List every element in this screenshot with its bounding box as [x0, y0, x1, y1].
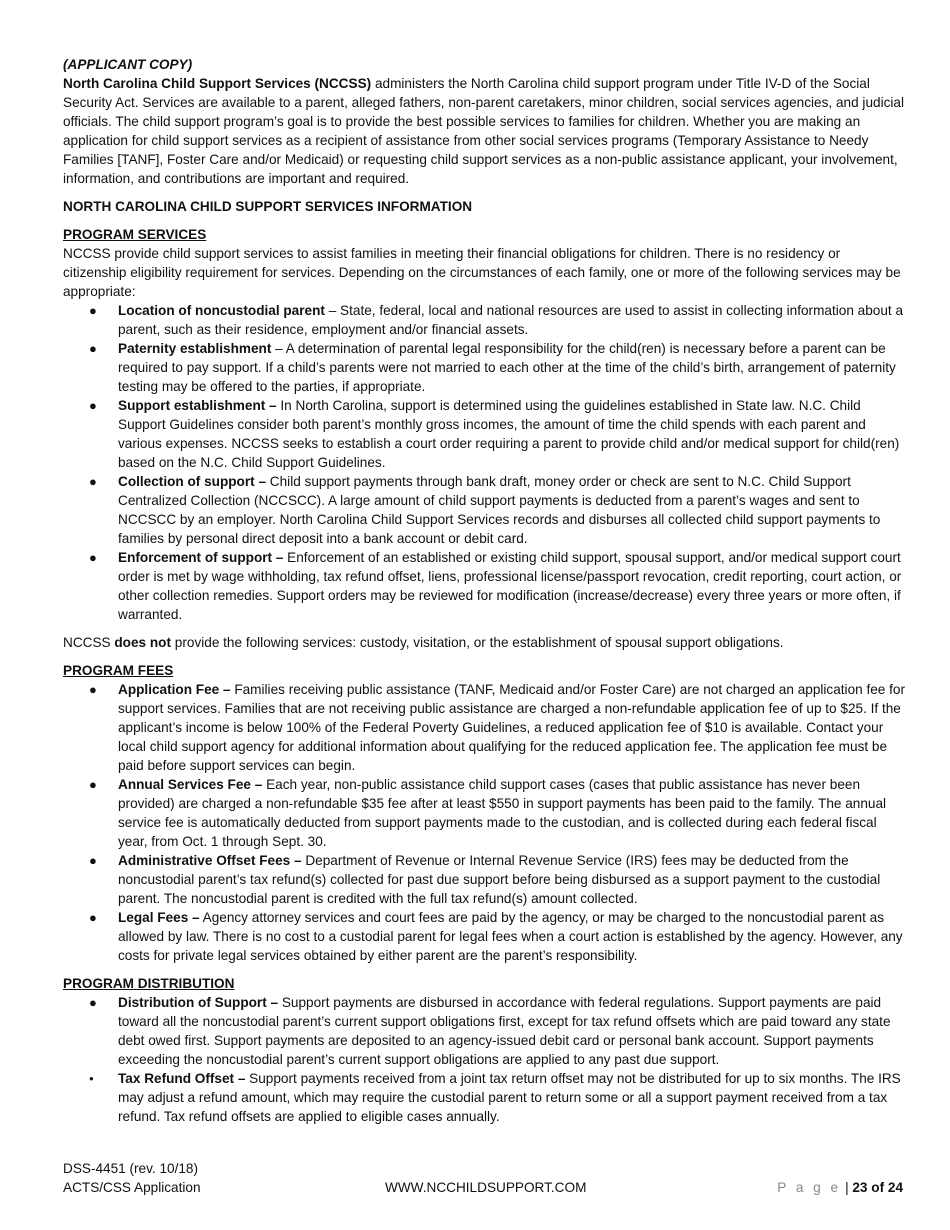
item-text: Agency attorney services and court fees are paid by the agency, or may be charged to the noncustodial parent as allowed by law. There is no cost to a custodial parent for legal fees when a court action is established by the agency. However, any costs for private legal services obtained by either parent are the parent’s responsibility.	[118, 910, 903, 963]
page-footer	[63, 1159, 905, 1197]
item-title: Support establishment –	[118, 398, 277, 413]
item-title: Location of noncustodial parent	[118, 303, 325, 318]
item-title: Annual Services Fee –	[118, 777, 263, 792]
item-text: Support payments received from a joint tax return offset may not be distributed for up to six months. The IRS may adjust a refund amount, which may require the custodial parent to return some or all a support payment received from a tax refund. Tax refund offsets are applied to eligible cases annually.	[118, 1071, 901, 1124]
bullet-icon: ●	[89, 995, 97, 1010]
bullet-icon: ●	[89, 398, 97, 413]
bullet-icon: ●	[89, 474, 97, 489]
item-title: Distribution of Support –	[118, 995, 279, 1010]
website-url: WWW.NCCHILDSUPPORT.COM	[385, 1180, 587, 1195]
bullet-icon: ●	[89, 910, 97, 925]
item-title: Legal Fees –	[118, 910, 200, 925]
item-title: Tax Refund Offset –	[118, 1071, 246, 1086]
item-title: Collection of support –	[118, 474, 267, 489]
info-heading: NORTH CAROLINA CHILD SUPPORT SERVICES INFORMATION	[63, 199, 473, 214]
bullet-icon: ●	[89, 341, 97, 356]
item-title: Enforcement of support –	[118, 550, 284, 565]
page-number: 23 of 24	[852, 1180, 903, 1195]
item-title: Administrative Offset Fees –	[118, 853, 302, 868]
list-item	[63, 680, 905, 775]
intro-text: administers the North Carolina child support program under Title IV-D of the Social Security Act. Services are available to a parent, alleged fathers, non-parent caretakers, minor children, social services agencies, and judicial officials. The child support program’s goal is to provide the best possible services to families for children. Whether you are making an application for child support services as a recipient of assistance from other social services programs (Temporary Assistance to Needy Families [TANF], Foster Care and/or Medicaid) or requesting child support services as a non-public assistance applicant, your involvement, information, and contributions are important and required.	[63, 76, 904, 186]
item-text: – State, federal, local and national resources are used to assist in collecting information about a parent, such as their residence, employment and/or financial assets.	[118, 303, 904, 337]
form-number: DSS-4451 (rev. 10/18)	[63, 1161, 198, 1176]
list-item	[63, 339, 905, 396]
note-prefix: NCCSS	[63, 635, 115, 650]
program-distribution-list	[63, 993, 905, 1126]
item-text: Department of Revenue or Internal Revenue Service (IRS) fees may be deducted from the noncustodial parent’s tax refund(s) collected for past due support before being disbursed as a support payment to the custodial parent. The noncustodial parent is credited with the full tax refund(s) amount collected.	[118, 853, 881, 906]
intro-paragraph	[63, 74, 905, 188]
bullet-icon: ●	[89, 1074, 94, 1083]
item-text: Families receiving public assistance (TANF, Medicaid and/or Foster Care) are not charged an application fee for support services. Families that are not receiving public assistance are charged a non-refundable application fee of up to $25. If the applicant’s income is below 100% of the Federal Poverty Guidelines, a reduced application fee of $10 is available. Contact your local child support agency for additional information about qualifying for the reduced application fee. The application fee must be paid before support services can begin.	[118, 682, 906, 773]
list-item	[63, 775, 905, 851]
list-item	[63, 396, 905, 472]
item-text: Support payments are disbursed in accordance with federal regulations. Support payments are paid toward all the noncustodial parent’s current support obligations first, except for tax refund offsets which are paid toward any state debt owed first. Support payments are deposited to an agency-issued debit card or personal bank account. Support payments exceeding the noncustodial parent’s current support obligations are applied to any past due support.	[118, 995, 891, 1067]
page-indicator	[777, 1178, 903, 1197]
program-services-list	[63, 301, 905, 624]
footer-form-info	[63, 1159, 201, 1197]
services-note	[63, 633, 905, 652]
intro-agency-name: North Carolina Child Support Services (NCCSS)	[63, 76, 372, 91]
program-fees-list	[63, 680, 905, 965]
program-services-heading: PROGRAM SERVICES	[63, 227, 207, 242]
list-item	[63, 548, 905, 624]
list-item	[63, 301, 905, 339]
item-text: In North Carolina, support is determined using the guidelines established in State law. N.C. Child Support Guidelines consider both parent’s monthly gross incomes, the amount of time the child spends with each parent and various expenses. NCCSS seeks to establish a court order requiring a parent to provide child and/or medical support for child(ren) based on the N.C. Child Support Guidelines.	[118, 398, 900, 470]
program-fees-heading: PROGRAM FEES	[63, 663, 174, 678]
program-services-intro: NCCSS provide child support services to assist families in meeting their financial obligations for children. There is no residency or citizenship eligibility requirement for services. Depending on the circumstances of each family, one or more of the following services may be appropriate:	[63, 246, 901, 299]
page-separator: |	[845, 1180, 849, 1195]
list-item	[63, 993, 905, 1069]
item-title: Paternity establishment	[118, 341, 272, 356]
item-text: Enforcement of an established or existing child support, spousal support, and/or medical support court order is met by wage withholding, tax refund offset, liens, professional license/passport revocation, credit reporting, court action, or other collection remedies. Support orders may be reviewed for modification (increase/decrease) every three years or more often, if warranted.	[118, 550, 902, 622]
item-title: Application Fee –	[118, 682, 231, 697]
list-item	[63, 908, 905, 965]
item-text: Each year, non-public assistance child support cases (cases that public assistance has never been provided) are charged a non-refundable $35 fee after at least $550 in support payments has been paid to the family. The annual service fee is automatically deducted from support payments made to the custodian, and is collected during each federal fiscal year, from Oct. 1 through Sept. 30.	[118, 777, 887, 849]
page-word: P a g e	[777, 1180, 842, 1195]
list-item	[63, 851, 905, 908]
item-text: – A determination of parental legal responsibility for the child(ren) is necessary before a parent can be required to pay support. If a child’s parents were not married to each other at the time of the child’s birth, arrangement of paternity testing may be offered to the parties, if appropriate.	[118, 341, 896, 394]
bullet-icon: ●	[89, 550, 97, 565]
bullet-icon: ●	[89, 853, 97, 868]
document-page	[63, 55, 905, 1126]
bullet-icon: ●	[89, 303, 97, 318]
applicant-copy-label: (APPLICANT COPY)	[63, 57, 193, 72]
program-distribution-heading: PROGRAM DISTRIBUTION	[63, 976, 235, 991]
note-emphasis: does not	[114, 635, 172, 650]
form-name: ACTS/CSS Application	[63, 1180, 201, 1195]
bullet-icon: ●	[89, 682, 97, 697]
bullet-icon: ●	[89, 777, 97, 792]
list-item	[63, 472, 905, 548]
list-item	[63, 1069, 905, 1126]
note-text: provide the following services: custody, visitation, or the establishment of spousal support obligations.	[171, 635, 784, 650]
item-text: Child support payments through bank draft, money order or check are sent to N.C. Child Support Centralized Collection (NCCSCC). A large amount of child support payments is deducted from a parent’s wages and sent to NCCSCC by an employer. North Carolina Child Support Services records and disburses all collected child support payments to families by personal direct deposit into a bank account or debit card.	[118, 474, 881, 546]
